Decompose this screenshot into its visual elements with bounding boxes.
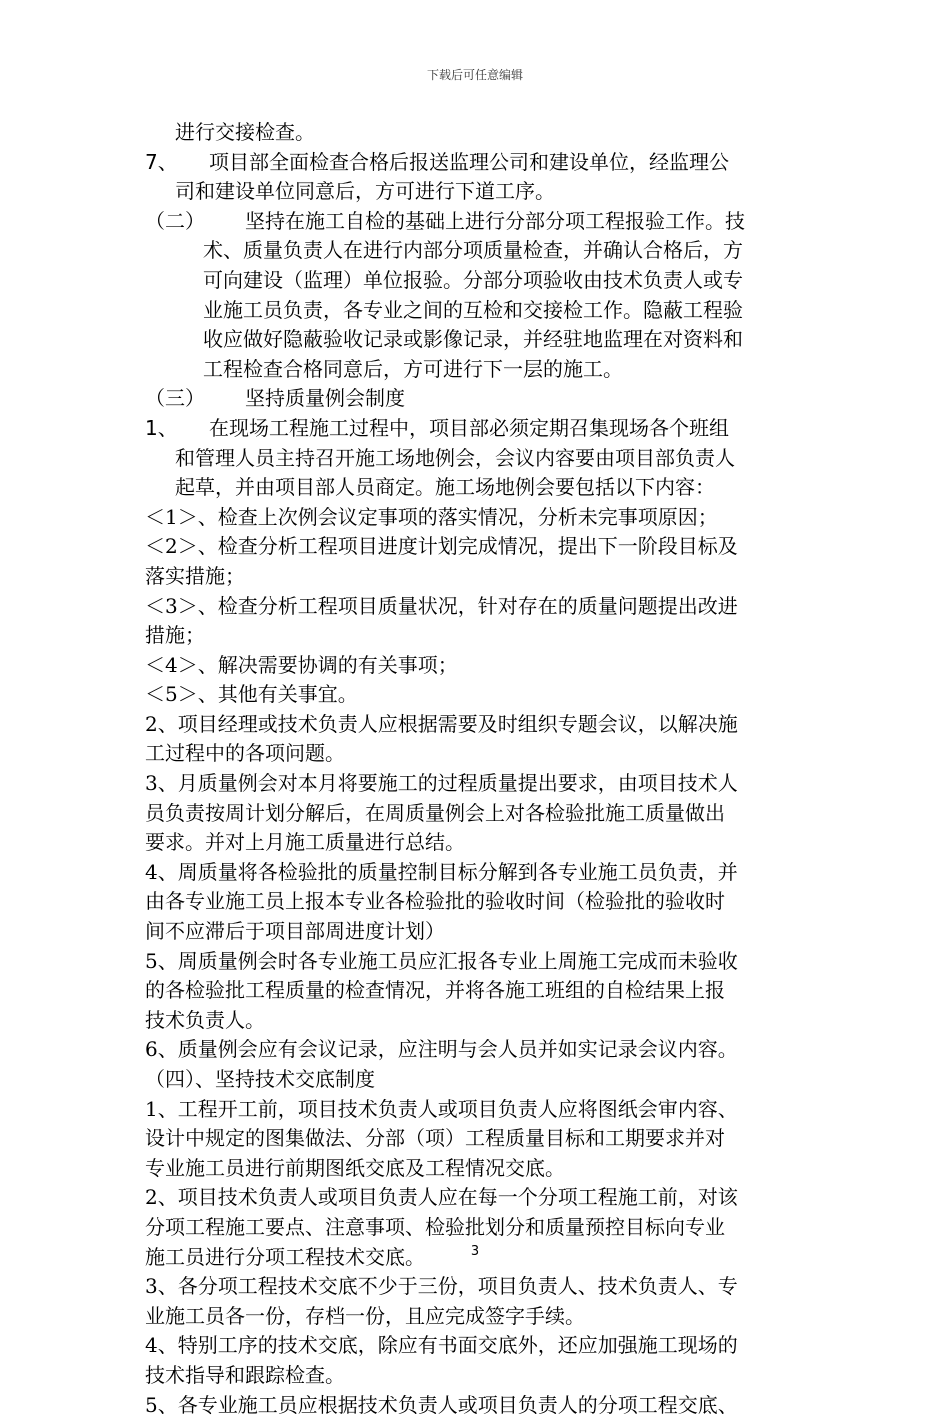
section-heading-2 <box>145 207 815 237</box>
text-line: 设计中规定的图集做法、分部（项）工程质量目标和工期要求并对 <box>145 1126 725 1151</box>
text-line: 起草，并由项目部人员商定。施工场地例会要包括以下内容： <box>175 475 715 500</box>
text-line: 坚持在施工自检的基础上进行分部分项工程报验工作。技 <box>245 208 745 233</box>
text-line: 技术负责人。 <box>145 1007 265 1032</box>
text-line: 工程检查合格同意后，方可进行下一层的施工。 <box>203 356 623 381</box>
text-line: 工过程中的各项问题。 <box>145 741 345 766</box>
text-line: 5、周质量例会时各专业施工员应汇报各专业上周施工完成而未验收 <box>145 948 738 973</box>
text-line: ＜2＞、检查分析工程项目进度计划完成情况，提出下一阶段目标及 <box>145 534 738 559</box>
text-line: 2、项目技术负责人或项目负责人应在每一个分项工程施工前，对该 <box>145 1185 738 1210</box>
text-line: 2、项目经理或技术负责人应根据需要及时组织专题会议，以解决施 <box>145 711 738 736</box>
item-number: 7、 <box>145 149 178 174</box>
text-line: 3、各分项工程技术交底不少于三份，项目负责人、技术负责人、专 <box>145 1274 738 1299</box>
text-line: 5、各专业施工员应根据技术负责人或项目负责人的分项工程交底、 <box>145 1392 738 1417</box>
page-number: 3 <box>470 1244 480 1259</box>
text-line: 分项工程施工要点、注意事项、检验批划分和质量预控目标向专业 <box>145 1214 725 1239</box>
text-line: 专业施工员进行前期图纸交底及工程情况交底。 <box>145 1155 565 1180</box>
text-line: 3、月质量例会对本月将要施工的过程质量提出要求，由项目技术人 <box>145 771 738 796</box>
text-line: 员负责按周计划分解后，在周质量例会上对各检验批施工质量做出 <box>145 800 725 825</box>
text-line: 和管理人员主持召开施工场地例会，会议内容要由项目部负责人 <box>175 445 735 470</box>
section-heading-4: （四）、坚持技术交底制度 <box>145 1067 375 1091</box>
text-line: 4、周质量将各检验批的质量控制目标分解到各专业施工员负责，并 <box>145 859 738 884</box>
list-item-1 <box>145 414 815 444</box>
text-line: 术、质量负责人在进行内部分项质量检查，并确认合格后，方 <box>203 238 743 263</box>
text-line: 项目部全面检查合格后报送监理公司和建设单位，经监理公 <box>209 149 729 174</box>
text-line: 在现场工程施工过程中，项目部必须定期召集现场各个班组 <box>209 415 729 440</box>
section-number: （三） <box>145 386 205 411</box>
text-line: 司和建设单位同意后，方可进行下道工序。 <box>175 179 555 204</box>
text-line: 进行交接检查。 <box>175 120 315 144</box>
list-item-7 <box>145 148 815 178</box>
text-line: 的各检验批工程质量的检查情况，并将各施工班组的自检结果上报 <box>145 978 725 1003</box>
text-line: 间不应滞后于项目部周进度计划） <box>145 919 445 944</box>
section-number: （二） <box>145 208 205 233</box>
text-line: 业施工员各一份，存档一份，且应完成签字手续。 <box>145 1303 585 1328</box>
text-line: ＜1＞、检查上次例会议定事项的落实情况，分析未完事项原因； <box>145 504 718 529</box>
text-line: 要求。并对上月施工质量进行总结。 <box>145 830 465 855</box>
page-header: 下载后可任意编辑 <box>426 68 523 82</box>
text-line: 落实措施； <box>145 563 245 588</box>
text-line: ＜3＞、检查分析工程项目质量状况，针对存在的质量问题提出改进 <box>145 593 738 618</box>
section-heading-3 <box>145 384 815 414</box>
text-line: 可向建设（监理）单位报验。分部分项验收由技术负责人或专 <box>203 267 743 292</box>
item-number: 1、 <box>145 415 178 440</box>
text-line: 施工员进行分项工程技术交底。 <box>145 1244 425 1269</box>
text-line: 6、质量例会应有会议记录，应注明与会人员并如实记录会议内容。 <box>145 1037 738 1062</box>
section-title: 坚持质量例会制度 <box>245 386 405 411</box>
text-line: 措施； <box>145 623 205 648</box>
text-line: 收应做好隐蔽验收记录或影像记录，并经驻地监理在对资料和 <box>203 327 743 352</box>
text-line: 4、特别工序的技术交底，除应有书面交底外，还应加强施工现场的 <box>145 1333 738 1358</box>
text-line: ＜5＞、其他有关事宜。 <box>145 682 358 707</box>
text-line: 业施工员负责，各专业之间的互检和交接检工作。隐蔽工程验 <box>203 297 743 322</box>
text-line: 技术指导和跟踪检查。 <box>145 1362 345 1387</box>
document-body <box>145 118 815 1420</box>
text-line: 由各专业施工员上报本专业各检验批的验收时间（检验批的验收时 <box>145 889 725 914</box>
text-line: ＜4＞、解决需要协调的有关事项； <box>145 652 458 677</box>
text-line: 1、工程开工前，项目技术负责人或项目负责人应将图纸会审内容、 <box>145 1096 738 1121</box>
